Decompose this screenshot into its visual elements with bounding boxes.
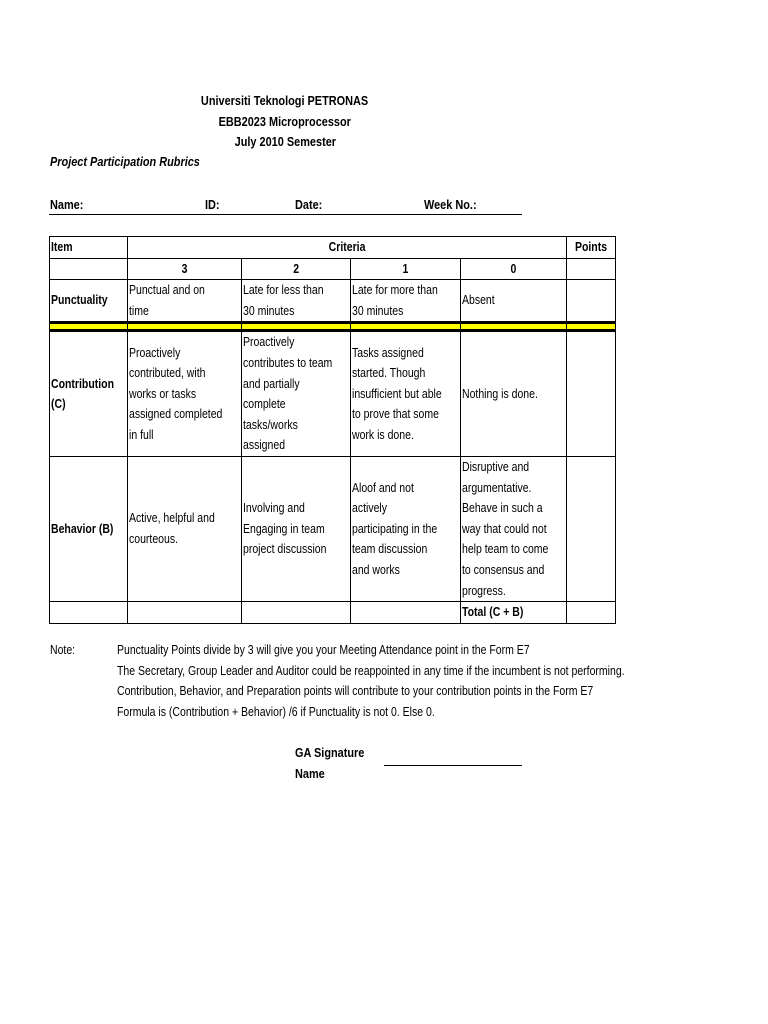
note-lines	[117, 640, 721, 722]
behavior-c2: Involving and Engaging in team project discussion	[242, 456, 351, 601]
contribution-c3: Proactively contributed, with works or tasks assigned completed in full	[127, 331, 241, 457]
score-row	[50, 258, 616, 280]
item-header: Item	[50, 237, 128, 259]
name-signature-label: Name	[295, 766, 325, 781]
score-blank	[50, 258, 128, 280]
score-2: 2	[242, 258, 351, 280]
behavior-c1: Aloof and not actively participating in the team discussion and works	[351, 456, 461, 601]
fields-underline	[49, 214, 522, 215]
header-row	[50, 237, 616, 259]
semester: July 2010 Semester	[234, 134, 336, 149]
behavior-c3: Active, helpful and courteous.	[127, 456, 241, 601]
highlight-separator-row	[50, 323, 616, 331]
behavior-c0: Disruptive and argumentative. Behave in such a way that could not help team to come to consensus and progress.	[461, 456, 567, 601]
behavior-points	[567, 456, 616, 601]
week-label: Week No.:	[424, 197, 477, 212]
contribution-row	[50, 331, 616, 457]
rubric-table	[49, 236, 616, 624]
contribution-label: Contribution (C)	[50, 331, 128, 457]
contribution-c1: Tasks assigned started. Though insufficient but able to prove that some work is done.	[351, 331, 461, 457]
punctuality-row	[50, 280, 616, 323]
punctuality-c1: Late for more than 30 minutes	[351, 280, 461, 323]
total-points	[567, 602, 616, 624]
note-label: Note:	[50, 643, 76, 657]
note-line: The Secretary, Group Leader and Auditor could be reappointed in any time if the incumbent is not performing.	[117, 663, 625, 678]
punctuality-label: Punctuality	[50, 280, 128, 323]
score-3: 3	[127, 258, 241, 280]
criteria-header: Criteria	[127, 237, 566, 259]
score-0: 0	[461, 258, 567, 280]
contribution-c2: Proactively contributes to team and partially complete tasks/works assigned	[242, 331, 351, 457]
ga-signature-label: GA Signature	[295, 745, 365, 760]
punctuality-c0: Absent	[461, 280, 567, 323]
punctuality-c2: Late for less than 30 minutes	[242, 280, 351, 323]
punctuality-c3: Punctual and on time	[127, 280, 241, 323]
signature-line	[384, 765, 522, 766]
total-row	[50, 602, 616, 624]
course-title: EBB2023 Microprocessor	[218, 114, 352, 129]
note-line: Contribution, Behavior, and Preparation points will contribute to your contribution points in the Form E7	[117, 684, 594, 699]
points-header: Points	[567, 237, 616, 259]
behavior-row	[50, 456, 616, 601]
note-line: Formula is (Contribution + Behavior) /6 if Punctuality is not 0. Else 0.	[117, 704, 435, 719]
contribution-c0: Nothing is done.	[461, 331, 567, 457]
total-label: Total (C + B)	[461, 602, 567, 624]
note-line: Punctuality Points divide by 3 will give you your Meeting Attendance point in the Form E7	[117, 643, 530, 657]
document-subtitle: Project Participation Rubrics	[50, 154, 200, 169]
punctuality-points	[567, 280, 616, 323]
score-points-blank	[567, 258, 616, 280]
behavior-label: Behavior (B)	[50, 456, 128, 601]
name-label: Name:	[50, 197, 84, 212]
university-name: Universiti Teknologi PETRONAS	[201, 93, 369, 108]
id-label: ID:	[205, 197, 220, 212]
date-label: Date:	[295, 197, 323, 212]
score-1: 1	[351, 258, 461, 280]
contribution-points	[567, 331, 616, 457]
